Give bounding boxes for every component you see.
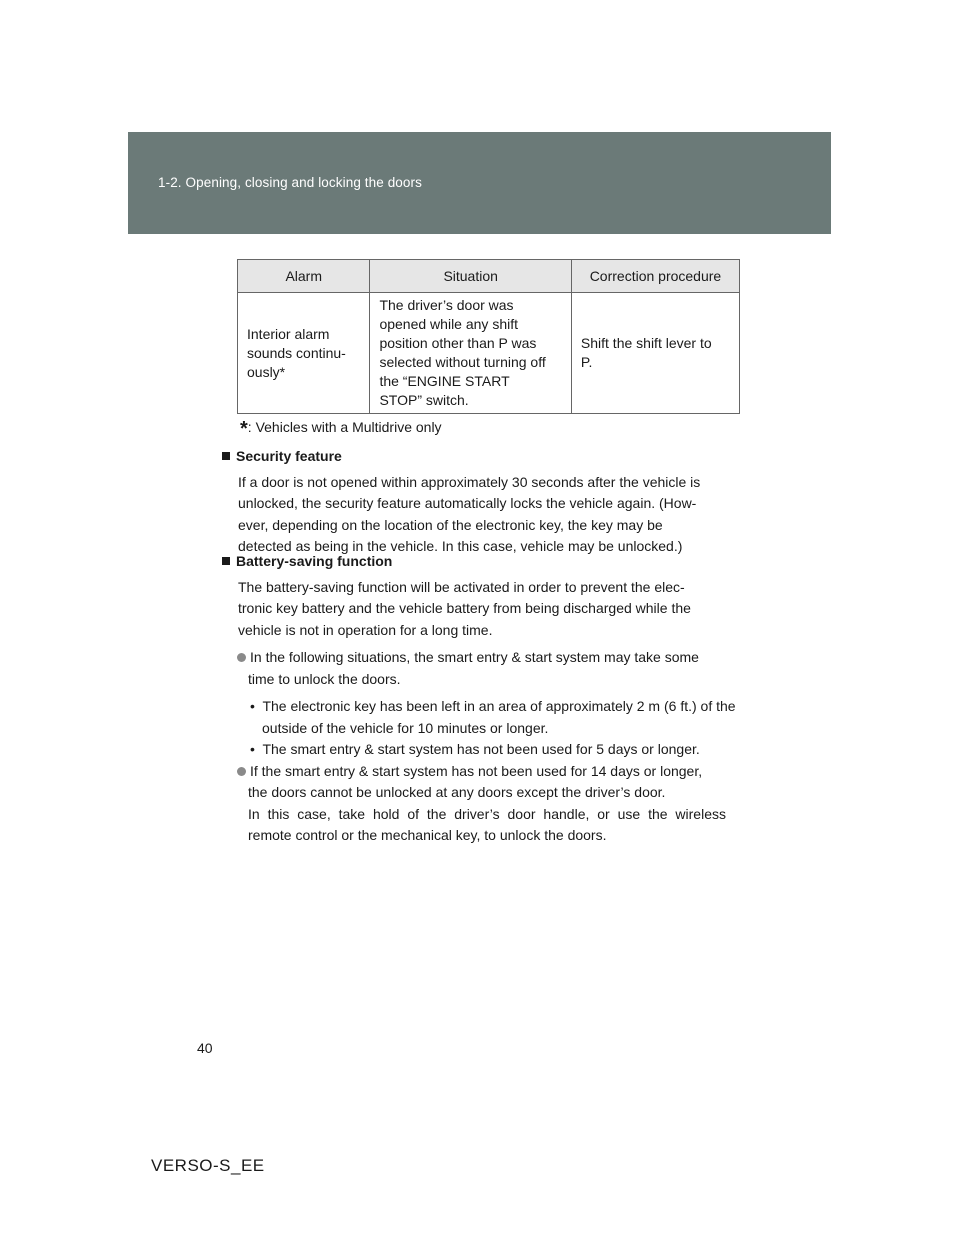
section-header-bar (128, 132, 831, 234)
para-line: tronic key battery and the vehicle battery from being discharged while the (238, 600, 691, 616)
bullet-text: In the following situations, the smart entry & start system may take some (250, 649, 699, 665)
cell-line: Shift the shift lever to (580, 335, 712, 351)
square-bullet-icon (222, 452, 230, 460)
cell-line: opened while any shift (379, 316, 518, 332)
para-line: detected as being in the vehicle. In this case, vehicle may be unlocked.) (238, 538, 683, 554)
table-row (238, 293, 740, 414)
footnote-text: : Vehicles with a Multidrive only (247, 419, 442, 435)
para-line: ever, depending on the location of the electronic key, the key may be (238, 516, 663, 533)
square-bullet-icon (222, 557, 230, 565)
column-header-correction: Correction procedure (571, 260, 739, 293)
alarm-table (237, 259, 740, 414)
footnote-asterisk: * (240, 418, 248, 440)
sub-list (222, 696, 738, 761)
bullet-line: the doors cannot be unlocked at any doors except the driver’s door. (248, 784, 666, 800)
security-paragraph (238, 472, 738, 558)
column-header-situation: Situation (370, 260, 571, 293)
model-code: VERSO-S_EE (151, 1156, 265, 1175)
bullet-line (237, 761, 738, 783)
cell-alarm (238, 293, 370, 414)
bullet-line: In this case, take hold of the driver’s door handle, or use the wireless (248, 805, 726, 822)
para-line: unlocked, the security feature automatically locks the vehicle again. (How- (238, 495, 697, 511)
cell-line: selected without turning off (379, 354, 546, 370)
sub-item-text: The electronic key has been left in an area of approximately 2 m (6 ft.) of the outside of the vehicle for 10 minutes or longer. (262, 698, 736, 736)
battery-section (222, 551, 738, 847)
para-line: If a door is not opened within approximately 30 seconds after the vehicle is (238, 473, 701, 490)
cell-line: The driver’s door was (379, 297, 514, 313)
cell-correction (571, 293, 739, 414)
bullet-text: If the smart entry & start system has not been used for 14 days or longer, (250, 762, 703, 779)
bullet-line: remote control or the mechanical key, to unlock the doors. (248, 827, 607, 843)
round-bullet-icon (237, 767, 246, 776)
battery-heading (222, 551, 738, 573)
heading-text: Security feature (236, 448, 342, 464)
cell-line: Interior alarm (247, 325, 330, 342)
cell-line: the “ENGINE START (379, 373, 510, 389)
footnote (240, 418, 442, 441)
sub-item: • The smart entry & start system has not been used for 5 days or longer. (250, 741, 700, 757)
cell-situation (370, 293, 571, 414)
cell-line: ously* (247, 363, 286, 380)
bullet-item (237, 761, 738, 847)
column-header-alarm: Alarm (238, 260, 370, 293)
page-number: 40 (197, 1040, 213, 1056)
heading-text: Battery-saving function (236, 553, 393, 569)
sub-item-text: The smart entry & start system has not been used for 5 days or longer. (262, 741, 700, 757)
cell-line: position other than P was (379, 335, 537, 351)
security-section (222, 446, 738, 558)
bullet-line (237, 647, 738, 669)
table-header-row (238, 260, 740, 293)
cell-line: STOP” switch. (379, 392, 469, 408)
bullet-item (237, 647, 738, 690)
para-line: The battery-saving function will be activated in order to prevent the elec- (238, 578, 685, 595)
battery-paragraph (238, 577, 738, 642)
cell-line: P. (580, 354, 593, 370)
security-heading (222, 446, 738, 468)
cell-line: sounds continu- (247, 344, 346, 361)
sub-item: • The electronic key has been left in an area of approximately 2 m (6 ft.) of the outside of the vehicle for 10 minutes or longer. (250, 698, 736, 736)
round-bullet-icon (237, 653, 246, 662)
para-line: vehicle is not in operation for a long time. (238, 621, 493, 638)
section-title: 1-2. Opening, closing and locking the doors (158, 175, 422, 190)
bullet-line: time to unlock the doors. (248, 670, 401, 687)
